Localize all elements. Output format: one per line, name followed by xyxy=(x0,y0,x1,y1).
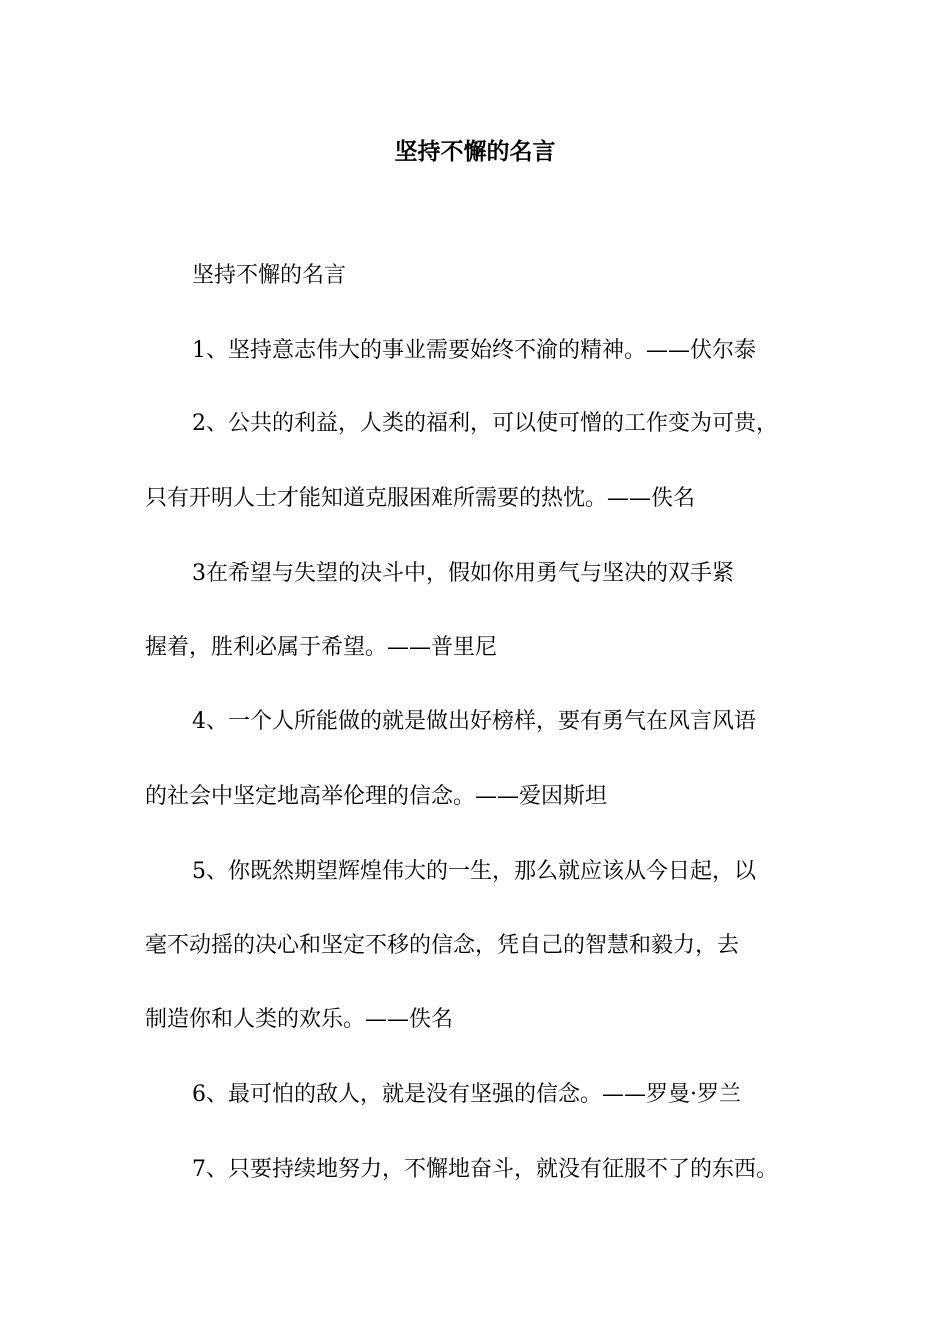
document-title: 坚持不懈的名言 xyxy=(394,139,556,165)
quote-6-line-1: 6、最可怕的敌人，就是没有坚强的信念。——罗曼·罗兰 xyxy=(192,1082,741,1107)
quote-4-line-1: 4、一个人所能做的就是做出好榜样，要有勇气在风言风语 xyxy=(192,709,756,734)
quote-5-line-3: 制造你和人类的欢乐。——佚名 xyxy=(145,1007,454,1032)
quote-2-line-1: 2、公共的利益，人类的福利，可以使可憎的工作变为可贵， xyxy=(192,411,778,436)
quote-4-line-2: 的社会中坚定地高举伦理的信念。——爱因斯坦 xyxy=(145,784,608,809)
quote-5-line-2: 毫不动摇的决心和坚定不移的信念，凭自己的智慧和毅力，去 xyxy=(145,933,740,958)
quote-1-line-1: 1、坚持意志伟大的事业需要始终不渝的精神。——伏尔泰 xyxy=(192,338,756,363)
quote-3-line-1: 3在希望与失望的决斗中，假如你用勇气与坚决的双手紧 xyxy=(192,561,734,586)
quote-5-line-1: 5、你既然期望辉煌伟大的一生，那么就应该从今日起，以 xyxy=(192,859,756,884)
quote-2-line-2: 只有开明人士才能知道克服困难所需要的热忱。——佚名 xyxy=(145,486,696,511)
paragraph-heading: 坚持不懈的名言 xyxy=(192,263,347,288)
quote-7-line-1: 7、只要持续地努力，不懈地奋斗，就没有征服不了的东西。 xyxy=(192,1157,778,1182)
quote-3-line-2: 握着，胜利必属于希望。——普里尼 xyxy=(145,635,498,660)
